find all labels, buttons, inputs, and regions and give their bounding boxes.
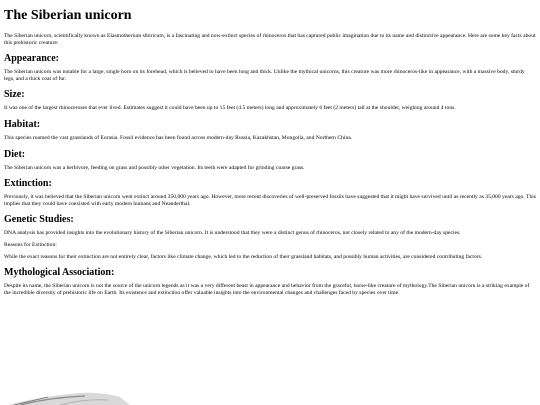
section-heading-genetic-studies: Genetic Studies: xyxy=(4,214,74,226)
page-title: The Siberian unicorn xyxy=(4,8,132,23)
section-heading-appearance: Appearance: xyxy=(4,53,59,65)
section-heading-size: Size: xyxy=(4,89,25,101)
section-heading-mythological-association: Mythological Association: xyxy=(4,267,115,279)
section-paragraph-habitat: This species roamed the vast grasslands of Eurasia. Fossil evidence has been found across modern-day Russia, Kazakhstan, Mongolia, and Northern China. xyxy=(4,134,353,141)
section-paragraph-mythological-association: Despite its name, the Siberian unicorn is not the source of the unicorn legends as it was a very different beast in appearance and behavior from the graceful, horse-like creature of mythology.The Siberian unicorn is a striking example of the incredible diversity of prehistoric life on Earth. Its existence and extinction offer valuable insights into the environmental changes and challenges faced by species over time. xyxy=(4,283,530,296)
intro-paragraph: The Siberian unicorn, scientifically known as Elasmotherium sibiricum, is a fascinating and now-extinct species of rhinoceros that has captured public imagination due to its name and distinctive appearance. Here are some key facts about this prehistoric creature: xyxy=(4,33,536,46)
section-paragraph-reasons: While the exact reasons for their extinction are not entirely clear, factors like climate change, which led to the reduction of their grassland habitats, and possibly human activities, are considered contributing factors. xyxy=(4,253,483,260)
illustration-sketch xyxy=(0,391,540,405)
section-heading-habitat: Habitat: xyxy=(4,118,41,130)
section-paragraph-genetic-studies: DNA analysis has provided insights into the evolutionary history of the Siberian unicorn. It is understood that they were a distinct genus of rhinoceros, not closely related to any of the modern-day species. xyxy=(4,230,461,237)
reasons-for-extinction-label: Reasons for Extinction: xyxy=(4,241,57,248)
section-paragraph-extinction: Previously, it was believed that the Siberian unicorn went extinct around 350,000 years ago. However, more recent discoveries of well-preserved fossils have suggested that it might have survived until as recently as 35,000 years ago. This implies that they could have coexisted with early modern humans and Neanderthal. xyxy=(4,194,536,207)
section-paragraph-size: It was one of the largest rhinoceroses that ever lived. Estimates suggest it could have been up to 15 feet (4.5 meters) long and approximately 6 feet (2 meters) tall at the shoulder, weighing around 4 tons. xyxy=(4,105,456,112)
partial-illustration-image xyxy=(0,391,540,405)
section-heading-diet: Diet: xyxy=(4,148,26,160)
section-paragraph-diet: The Siberian unicorn was a herbivore, feeding on grass and possibly other vegetation. Its teeth were adapted for grinding coarse grass. xyxy=(4,164,305,171)
section-paragraph-appearance: The Siberian unicorn was notable for a large, single horn on its forehead, which is believed to have been long and thick. Unlike the mythical unicorns, this creature was more rhinoceros-like in appearance, with a massive body, sturdy legs, and a thick coat of fur. xyxy=(4,69,525,82)
section-heading-extinction: Extinction: xyxy=(4,178,52,190)
